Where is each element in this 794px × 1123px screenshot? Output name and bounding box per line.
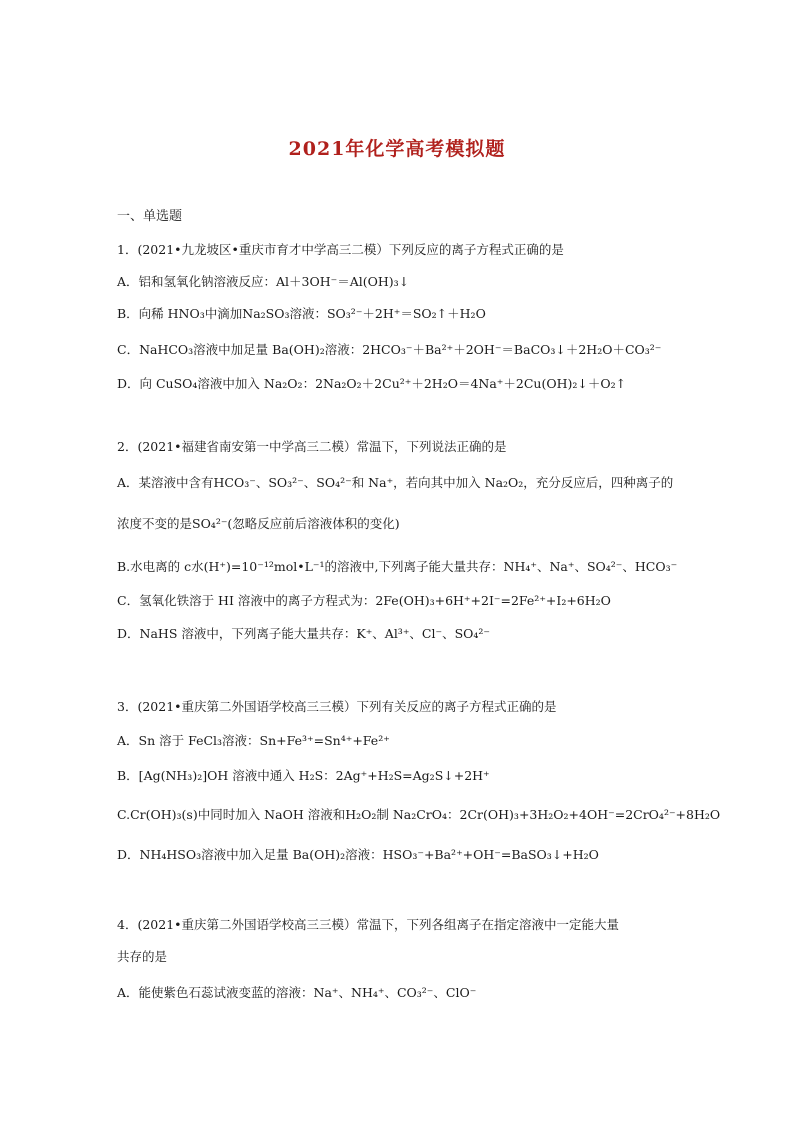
section-heading: 一、单选题: [117, 209, 183, 224]
question-2-option-a: A．某溶液中含有HCO₃⁻、SO₃²⁻、SO₄²⁻和 Na⁺，若向其中加入 Na₂O₂，充分反应后，四种离子的: [117, 475, 674, 490]
question-3-option-b: B．[Ag(NH₃)₂]OH 溶液中通入 H₂S：2Ag⁺+H₂S=Ag₂S↓+2H⁺: [117, 768, 490, 783]
question-3-option-c: C.Cr(OH)₃(s)中同时加入 NaOH 溶液和H₂O₂制 Na₂CrO₄：2Cr(OH)₃+3H₂O₂+4OH⁻=2CrO₄²⁻+8H₂O: [117, 807, 721, 822]
question-4-stem-continued: 共存的是: [117, 949, 168, 964]
question-1-stem: 1．(2021•九龙坡区•重庆市育才中学高三二模）下列反应的离子方程式正确的是: [117, 242, 564, 257]
question-2-stem: 2．(2021•福建省南安第一中学高三二模）常温下，下列说法正确的是: [117, 439, 507, 454]
question-2-option-a-continued: 浓度不变的是SO₄²⁻(忽略反应前后溶液体积的变化): [117, 516, 400, 531]
question-3-option-a: A．Sn 溶于 FeCl₃溶液：Sn+Fe³⁺=Sn⁴⁺+Fe²⁺: [117, 733, 390, 748]
question-1-option-c: C．NaHCO₃溶液中加足量 Ba(OH)₂溶液：2HCO₃⁻＋Ba²⁺＋2OH⁻＝BaCO₃↓＋2H₂O＋CO₃²⁻: [117, 342, 662, 357]
question-4-option-a: A．能使紫色石蕊试液变蓝的溶液：Na⁺、NH₄⁺、CO₃²⁻、ClO⁻: [117, 985, 477, 1000]
question-1-option-d: D．向 CuSO₄溶液中加入 Na₂O₂：2Na₂O₂＋2Cu²⁺＋2H₂O＝4Na⁺＋2Cu(OH)₂↓＋O₂↑: [117, 376, 627, 391]
question-3-option-d: D．NH₄HSO₃溶液中加入足量 Ba(OH)₂溶液：HSO₃⁻+Ba²⁺+OH⁻=BaSO₃↓+H₂O: [117, 847, 599, 862]
question-4-stem: 4．(2021•重庆第二外国语学校高三三模）常温下，下列各组离子在指定溶液中一定能大量: [117, 917, 620, 932]
question-1-option-b: B．向稀 HNO₃中滴加Na₂SO₃溶液：SO₃²⁻＋2H⁺＝SO₂↑＋H₂O: [117, 306, 486, 321]
question-3-stem: 3．(2021•重庆第二外国语学校高三三模）下列有关反应的离子方程式正确的是: [117, 699, 557, 714]
question-2-option-c: C．氢氧化铁溶于 HI 溶液中的离子方程式为：2Fe(OH)₃+6H⁺+2I⁻=2Fe²⁺+I₂+6H₂O: [117, 593, 611, 608]
question-2-option-d: D．NaHS 溶液中，下列离子能大量共存：K⁺、Al³⁺、Cl⁻、SO₄²⁻: [117, 626, 491, 641]
question-2-option-b: B.水电离的 c水(H⁺)=10⁻¹²mol•L⁻¹的溶液中,下列离子能大量共存：NH₄⁺、Na⁺、SO₄²⁻、HCO₃⁻: [117, 559, 678, 574]
question-1-option-a: A．铝和氢氧化钠溶液反应：Al＋3OH⁻＝Al(OH)₃↓: [117, 274, 410, 289]
page-title: 2021年化学高考模拟题: [288, 138, 506, 160]
